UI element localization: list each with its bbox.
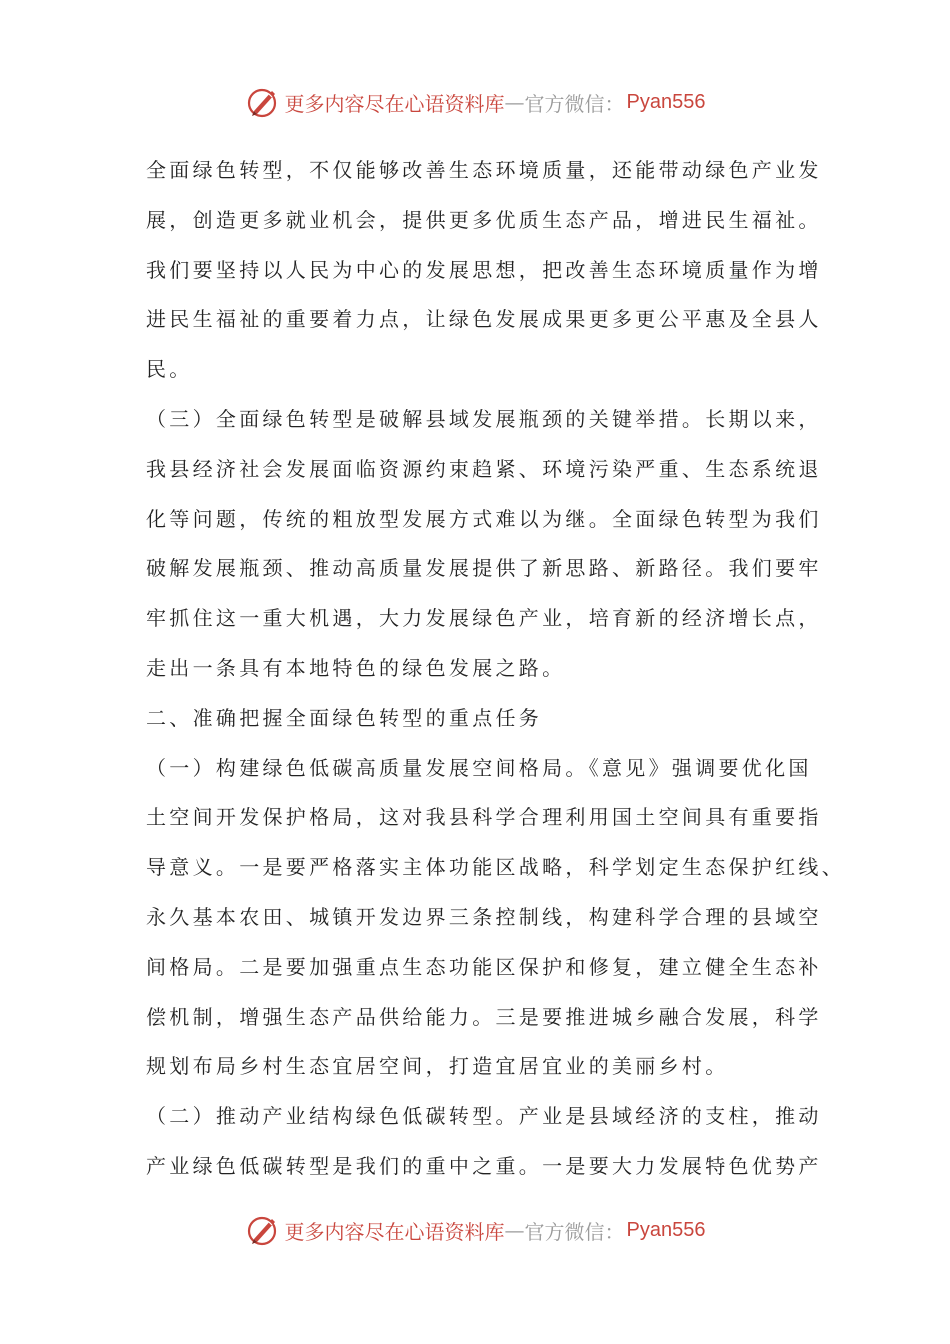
text-line: 破解发展瓶颈、推动高质量发展提供了新思路、新路径。我们要牢 <box>146 556 822 581</box>
text-line: （一）构建绿色低碳高质量发展空间格局。《意见》强调要优化国 <box>146 755 812 780</box>
text-line: （二）推动产业结构绿色低碳转型。产业是县域经济的支柱，推动 <box>146 1104 822 1129</box>
footer-banner <box>0 1210 950 1250</box>
text-line: 间格局。二是要加强重点生态功能区保护和修复，建立健全生态补 <box>146 954 822 979</box>
banner-site-text: 更多内容尽在心语资料库 <box>284 91 505 116</box>
document-body <box>146 146 845 1192</box>
text-line: 我县经济社会发展面临资源约束趋紧、环境污染严重、生态系统退 <box>146 456 822 481</box>
text-line: 土空间开发保护格局，这对我县科学合理利用国土空间具有重要指 <box>146 805 822 830</box>
banner-wechat-id: Pyan556 <box>626 1218 706 1241</box>
text-line: 导意义。一是要严格落实主体功能区战略，科学划定生态保护红线、 <box>146 855 845 880</box>
section-heading: 二、准确把握全面绿色转型的重点任务 <box>146 705 543 730</box>
banner-wechat-id: Pyan556 <box>626 90 706 113</box>
pen-logo-icon <box>245 1212 281 1248</box>
header-banner <box>0 82 950 122</box>
text-line: 规划布局乡村生态宜居空间，打造宜居宜业的美丽乡村。 <box>146 1054 729 1079</box>
banner-wechat-label: 官方微信： <box>524 1219 625 1244</box>
banner-site-text: 更多内容尽在心语资料库 <box>284 1219 505 1244</box>
text-line: 全面绿色转型，不仅能够改善生态环境质量，还能带动绿色产业发 <box>146 158 822 182</box>
text-line: 产业绿色低碳转型是我们的重中之重。一是要大力发展特色优势产 <box>146 1153 822 1178</box>
text-line: 化等问题，传统的粗放型发展方式难以为继。全面绿色转型为我们 <box>146 506 822 531</box>
text-line: 永久基本农田、城镇开发边界三条控制线，构建科学合理的县域空 <box>146 904 822 929</box>
banner-dash: — <box>504 1218 525 1242</box>
text-line: 偿机制，增强生态产品供给能力。三是要推进城乡融合发展，科学 <box>146 1004 822 1029</box>
text-line: 走出一条具有本地特色的绿色发展之路。 <box>146 655 566 680</box>
text-line: 民。 <box>146 357 193 382</box>
banner-dash: — <box>504 90 525 114</box>
pen-logo-icon <box>245 84 281 120</box>
text-line: 进民生福祉的重要着力点，让绿色发展成果更多更公平惠及全县人 <box>146 307 822 332</box>
text-line: 展，创造更多就业机会，提供更多优质生态产品，增进民生福祉。 <box>146 207 822 232</box>
banner-wechat-label: 官方微信： <box>524 91 625 116</box>
text-line: 牢抓住这一重大机遇，大力发展绿色产业，培育新的经济增长点， <box>146 606 822 631</box>
text-line: （三）全面绿色转型是破解县域发展瓶颈的关键举措。长期以来， <box>146 406 822 431</box>
text-line: 我们要坚持以人民为中心的发展思想，把改善生态环境质量作为增 <box>146 257 822 282</box>
